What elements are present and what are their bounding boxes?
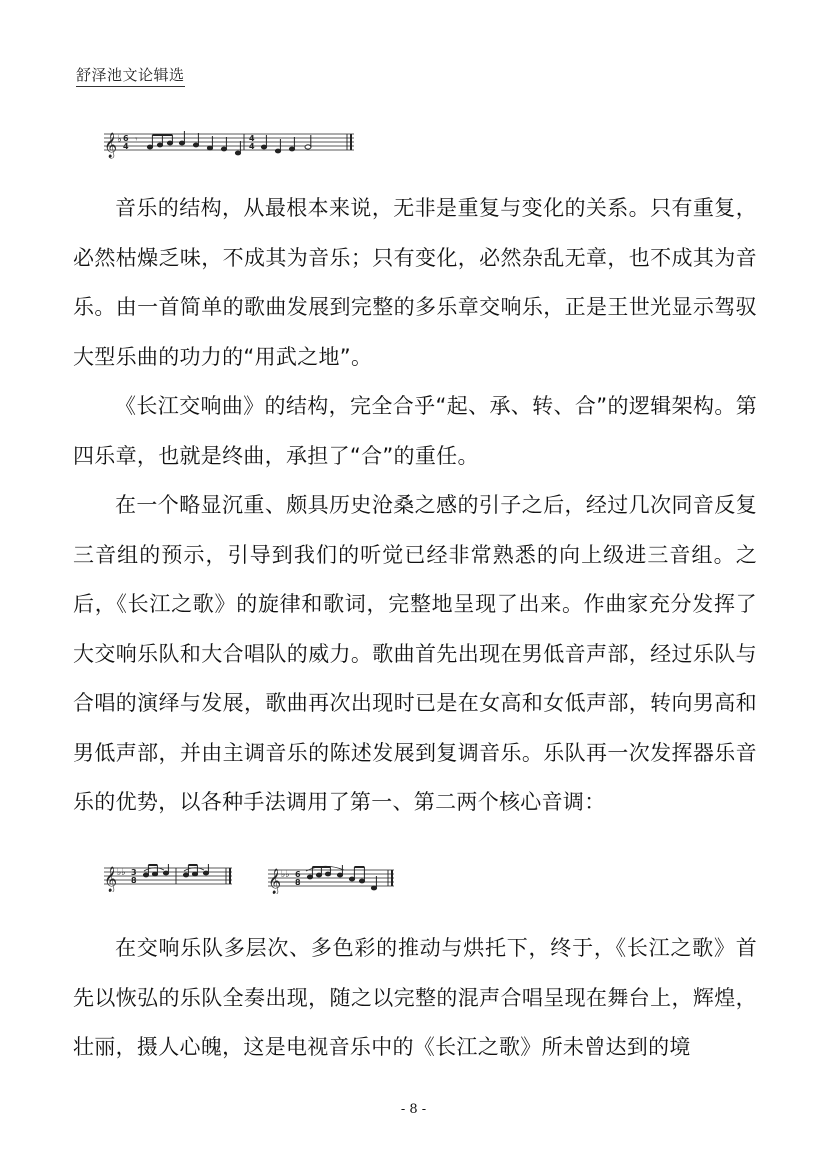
time-sig-top: 3	[131, 868, 137, 877]
time-sig-bottom-2: 4	[249, 142, 255, 151]
page-number: - 8 -	[400, 1102, 427, 1117]
treble-clef-icon: 𝄞	[268, 869, 282, 894]
music-notation-example-2	[104, 862, 236, 892]
key-flat: ♭	[117, 134, 122, 145]
rest-icon: 𝄾	[135, 135, 138, 145]
key-flats: ♭♭	[281, 870, 290, 880]
paragraph-3: 在一个略显沉重、颇具历史沧桑之感的引子之后，经过几次同音反复三音组的预示，引导到我们的听觉已经非常熟悉的向上级进三音组。之后，《长江之歌》的旋律和歌词，完整地呈现了出来。作曲家充分发挥了大交响乐队和大合唱队的威力。歌曲首先出现在男低音声部，经过乐队与合唱的演绎与发展，歌曲再次出现时已是在女高和女低声部，转向男高和男低声部，并由主调音乐的陈述发展到复调音乐。乐队再一次发挥器乐音乐的优势，以各种手法调用了第一、第二两个核心音调：	[73, 493, 757, 814]
paragraph-2: 《长江交响曲》的结构，完全合乎“起、承、转、合”的逻辑架构。第四乐章，也就是终曲，承担了“合”的重任。	[73, 394, 757, 468]
treble-clef-icon: 𝄞	[104, 133, 118, 158]
paragraph-4: 在交响乐队多层次、多色彩的推动与烘托下，终于，《长江之歌》首先以恢弘的乐队全奏出现，随之以完整的混声合唱呈现在舞台上，辉煌，壮丽，摄人心魄，这是电视音乐中的《长江之歌》所未曾达到的境	[73, 936, 757, 1059]
key-flats: ♭♭	[117, 868, 126, 878]
time-sig-bottom: 8	[295, 878, 301, 887]
time-sig-bottom: 8	[131, 876, 137, 885]
running-header: 舒泽池文论辑选	[76, 64, 185, 87]
paragraph-1: 音乐的结构，从最根本来说，无非是重复与变化的关系。只有重复，必然枯燥乏味，不成其为音乐；只有变化，必然杂乱无章，也不成其为音乐。由一首简单的歌曲发展到完整的多乐章交响乐，正是王世光显示驾驭大型乐曲的功力的“用武之地”。	[73, 196, 757, 369]
music-notation-example-3	[268, 862, 398, 894]
time-sig-top: 6	[123, 134, 129, 143]
time-sig-top: 6	[295, 870, 301, 879]
treble-clef-icon: 𝄞	[104, 867, 118, 892]
time-sig-top-2: 4	[249, 134, 255, 143]
time-sig-bottom: 4	[123, 142, 129, 151]
music-notation-example-1	[104, 128, 358, 160]
